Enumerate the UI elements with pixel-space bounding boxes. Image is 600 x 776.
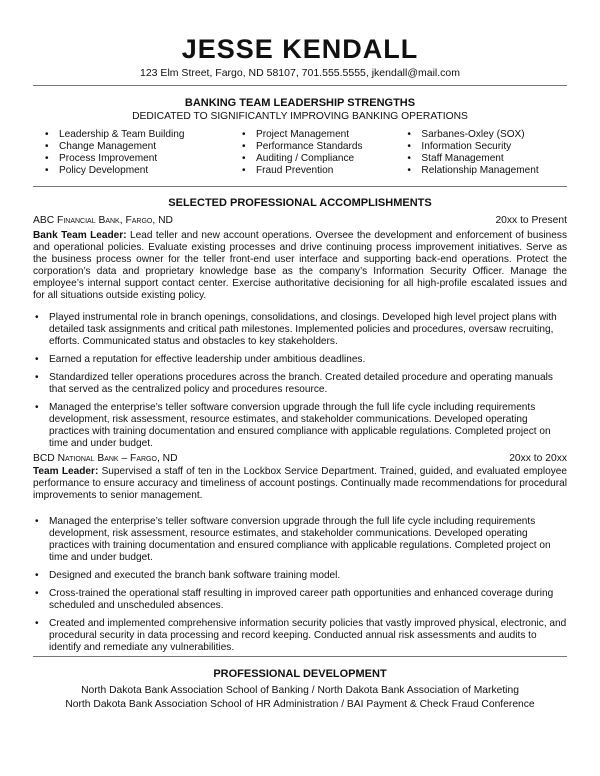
job-achievements [33,516,567,660]
accomplishments-title: SELECTED PROFESSIONAL ACCOMPLISHMENTS [168,197,432,209]
strength-item: • Staff Management [407,153,565,165]
section-divider [33,656,567,657]
job-header [33,215,567,227]
job-summary-text: Lead teller and new account operations. Oversee the development and enforcement of business and operational policies. Evaluate existing processes and drive continuing process improvement initiatives. Serve as the business process owner for the teller front-end user interface and supporting back-end operations. Protect the corporation’s data and proprietary knowledge base as the company’s Information Security Officer. Manage the employee’s internal support contact center. Exercise authoritative decisioning for all high-profile escalated issues and for all situations outside existing policy. [33,230,567,301]
strengths-title: BANKING TEAM LEADERSHIP STRENGTHS [184,97,416,109]
job-summary [33,466,567,502]
strengths-column-3 [407,129,565,177]
section-divider [33,186,567,187]
job-dates: 20xx to Present [495,215,567,226]
header-divider [33,85,567,86]
strengths-grid [45,129,565,177]
job-dates: 20xx to 20xx [509,453,567,464]
strength-item: • Performance Standards [242,141,407,153]
strengths-subtitle: DEDICATED TO SIGNIFICANTLY IMPROVING BANKING OPERATIONS [132,111,468,122]
strength-item: • Fraud Prevention [242,165,407,177]
achievement-item: • Created and implemented comprehensive information security policies that vastly improved physical, electronic, and procedural security in data processing and record keeping. Conducted annual risk assessments and audits to identify and remediate any vulnerabilities. [33,618,567,654]
employer-name: ABC Financial Bank, Fargo, ND [33,215,173,226]
strength-item: • Information Security [407,141,565,153]
strength-item: • Project Management [242,129,407,141]
achievement-item: • Managed the enterprise’s teller software conversion upgrade through the full life cycle including requirements development, risk assessment, resource estimates, and stakeholder communications. Developed operating practices with training documentation and ensured compliance with applicable regulations. Completed project on time and under budget. [33,402,567,450]
job-summary [33,230,567,302]
strength-item: • Leadership & Team Building [45,129,242,141]
strength-item: • Sarbanes-Oxley (SOX) [407,129,565,141]
strengths-column-1 [45,129,242,177]
achievement-item: • Earned a reputation for effective leadership under ambitious deadlines. [33,354,567,366]
achievement-item: • Designed and executed the branch bank software training model. [33,570,567,582]
job-summary-text: Supervised a staff of ten in the Lockbox Service Department. Trained, guided, and evaluated employee performance to ensure accuracy and timeliness of account postings. Continually made recommendations for procedural improvements to senior management. [33,466,568,501]
contact-info: 123 Elm Street, Fargo, ND 58107, 701.555.5555, jkendall@mail.com [140,67,460,79]
candidate-name: JESSE KENDALL [181,34,419,64]
development-line: North Dakota Bank Association School of HR Administration / BAI Payment & Check Fraud Conference [65,699,535,710]
development-line: North Dakota Bank Association School of Banking / North Dakota Bank Association of Marketing [81,685,519,696]
job-role: Team Leader: [33,466,99,477]
achievement-item: • Managed the enterprise’s teller software conversion upgrade through the full life cycle including requirements development, risk assessment, resource estimates, and stakeholder communications. Developed operating practices with training documentation and ensured compliance with applicable regulations. Completed project on time and under budget. [33,516,567,564]
strength-item: • Auditing / Compliance [242,153,407,165]
strength-item: • Process Improvement [45,153,242,165]
strength-item: • Change Management [45,141,242,153]
strength-item: • Policy Development [45,165,242,177]
employer-name: BCD National Bank – Fargo, ND [33,453,178,464]
job-header [33,453,567,465]
development-title: PROFESSIONAL DEVELOPMENT [213,668,387,680]
achievement-item: • Standardized teller operations procedures across the branch. Created detailed procedure and operating manuals that served as the centralized policy and procedures resource. [33,372,567,396]
achievement-item: • Played instrumental role in branch openings, consolidations, and closings. Developed high level project plans with detailed task assignments and critical path milestones. Implemented policies and procedures, oversaw recruiting, efforts. Communicated status and obstacles to key stakeholders. [33,312,567,348]
strengths-column-2 [242,129,407,177]
strength-item: • Relationship Management [407,165,565,177]
achievement-item: • Cross-trained the operational staff resulting in improved career path opportunities and enhanced coverage during scheduled and unscheduled absences. [33,588,567,612]
job-achievements [33,312,567,456]
job-role: Bank Team Leader: [33,230,127,241]
